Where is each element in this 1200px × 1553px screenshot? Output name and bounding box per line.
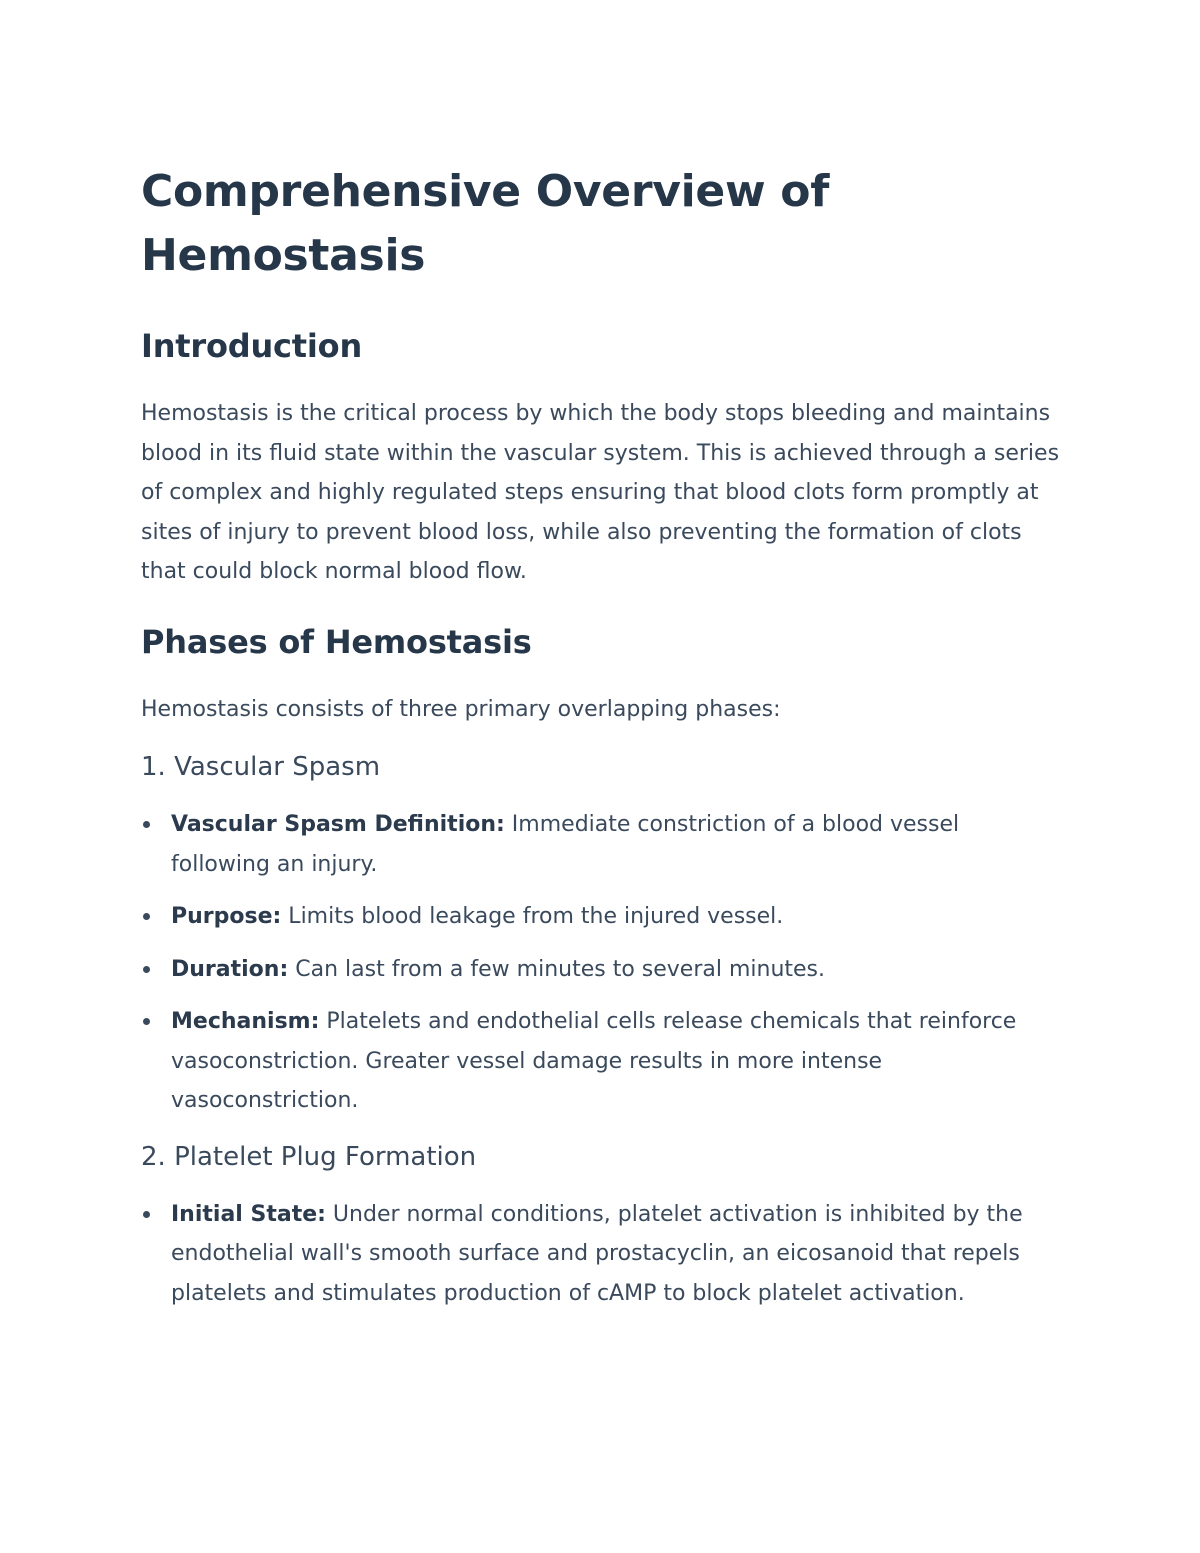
- bullet-icon: [143, 1211, 150, 1218]
- bullet-icon: [143, 821, 150, 828]
- introduction-paragraph: Hemostasis is the critical process by which the body stops bleeding and maintains blood in its fluid state within the vascular system. This is achieved through a series of complex and highly regulated steps ensuring that blood clots form promptly at sites of injury to prevent blood loss, while also preventing the formation of clots that could block normal blood flow.: [141, 401, 1060, 584]
- list-item: [141, 805, 1061, 884]
- phases-heading: Phases of Hemostasis: [141, 622, 532, 661]
- list-item: [141, 1002, 1061, 1121]
- list-item: [141, 897, 1061, 937]
- phase2-heading: 2. Platelet Plug Formation: [141, 1141, 477, 1172]
- bullet-icon: [143, 913, 150, 920]
- list-item-label: Initial State:: [171, 1201, 326, 1227]
- list-item-text: Platelets and endothelial cells release chemicals that reinforce vasoconstriction. Greater vessel damage results in more intense vasoconstriction.: [171, 1009, 1017, 1113]
- list-item: [141, 1195, 1061, 1314]
- phase1-bullet-list: [141, 805, 1061, 1121]
- phase1-heading: 1. Vascular Spasm: [141, 752, 381, 782]
- phase2-bullet-list: [141, 1195, 1061, 1314]
- list-item-label: Purpose:: [171, 904, 282, 929]
- list-item-text: Limits blood leakage from the injured vessel.: [281, 904, 784, 929]
- phases-intro-paragraph: Hemostasis consists of three primary overlapping phases:: [141, 696, 781, 722]
- list-item-label: Duration:: [171, 956, 289, 982]
- bullet-icon: [143, 966, 150, 973]
- list-item-text: Under normal conditions, platelet activation is inhibited by the endothelial wall's smooth surface and prostacyclin, an eicosanoid that repels platelets and stimulates production of cAMP to block platelet activation.: [171, 1201, 1023, 1306]
- list-item-label: Mechanism:: [171, 1009, 320, 1034]
- list-item-text: Can last from a few minutes to several minutes.: [288, 956, 825, 982]
- list-item-label: Vascular Spasm Definition:: [171, 812, 505, 837]
- list-item: [141, 950, 1061, 990]
- document-page: [141, 160, 1061, 1313]
- document-title: Comprehensive Overview of Hemostasis: [141, 166, 830, 281]
- introduction-heading: Introduction: [141, 327, 363, 365]
- list-item-text: Immediate constriction of a blood vessel following an injury.: [171, 812, 960, 877]
- bullet-icon: [143, 1018, 150, 1025]
